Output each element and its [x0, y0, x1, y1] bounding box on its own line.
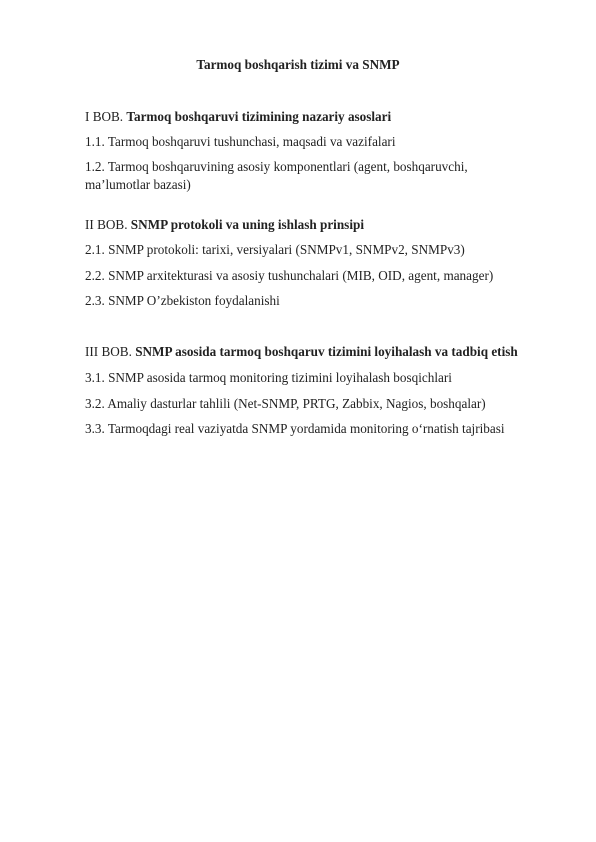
section-2-2: 2.2. SNMP arxitekturasi va asosiy tushunchalari (MIB, OID, agent, manager) [85, 268, 494, 283]
chapter-3-heading [85, 343, 555, 361]
section-2-1: 2.1. SNMP protokoli: tarixi, versiyalari (SNMPv1, SNMPv2, SNMPv3) [85, 242, 465, 257]
chapter-1-title: Tarmoq boshqaruvi tizimining nazariy asoslari [126, 109, 392, 124]
chapter-2-label: II BOB. [85, 217, 128, 232]
chapter-2-title: SNMP protokoli va uning ishlash prinsipi [130, 217, 364, 232]
chapter-1-heading [85, 108, 555, 126]
document-title: Tarmoq boshqarish tizimi va SNMP [196, 57, 400, 72]
section-3-2: 3.2. Amaliy dasturlar tahlili (Net-SNMP, PRTG, Zabbix, Nagios, boshqalar) [85, 396, 486, 411]
section-1-1: 1.1. Tarmoq boshqaruvi tushunchasi, maqsadi va vazifalari [85, 134, 396, 149]
chapter-1-label: I BOB. [85, 109, 124, 124]
chapter-3-label: III BOB. [85, 344, 132, 359]
section-2-3: 2.3. SNMP O’zbekiston foydalanishi [85, 293, 280, 308]
section-3-3: 3.3. Tarmoqdagi real vaziyatda SNMP yordamida monitoring o‘rnatish tajribasi [85, 421, 505, 436]
chapter-2-heading [85, 216, 555, 234]
section-3-1: 3.1. SNMP asosida tarmoq monitoring tizimini loyihalash bosqichlari [85, 370, 452, 385]
section-1-2: 1.2. Tarmoq boshqaruvining asosiy komponentlari (agent, boshqaruvchi, ma’lumotlar bazasi) [85, 159, 468, 192]
chapter-3-title: SNMP asosida tarmoq boshqaruv tizimini loyihalash va tadbiq etish [135, 344, 518, 359]
